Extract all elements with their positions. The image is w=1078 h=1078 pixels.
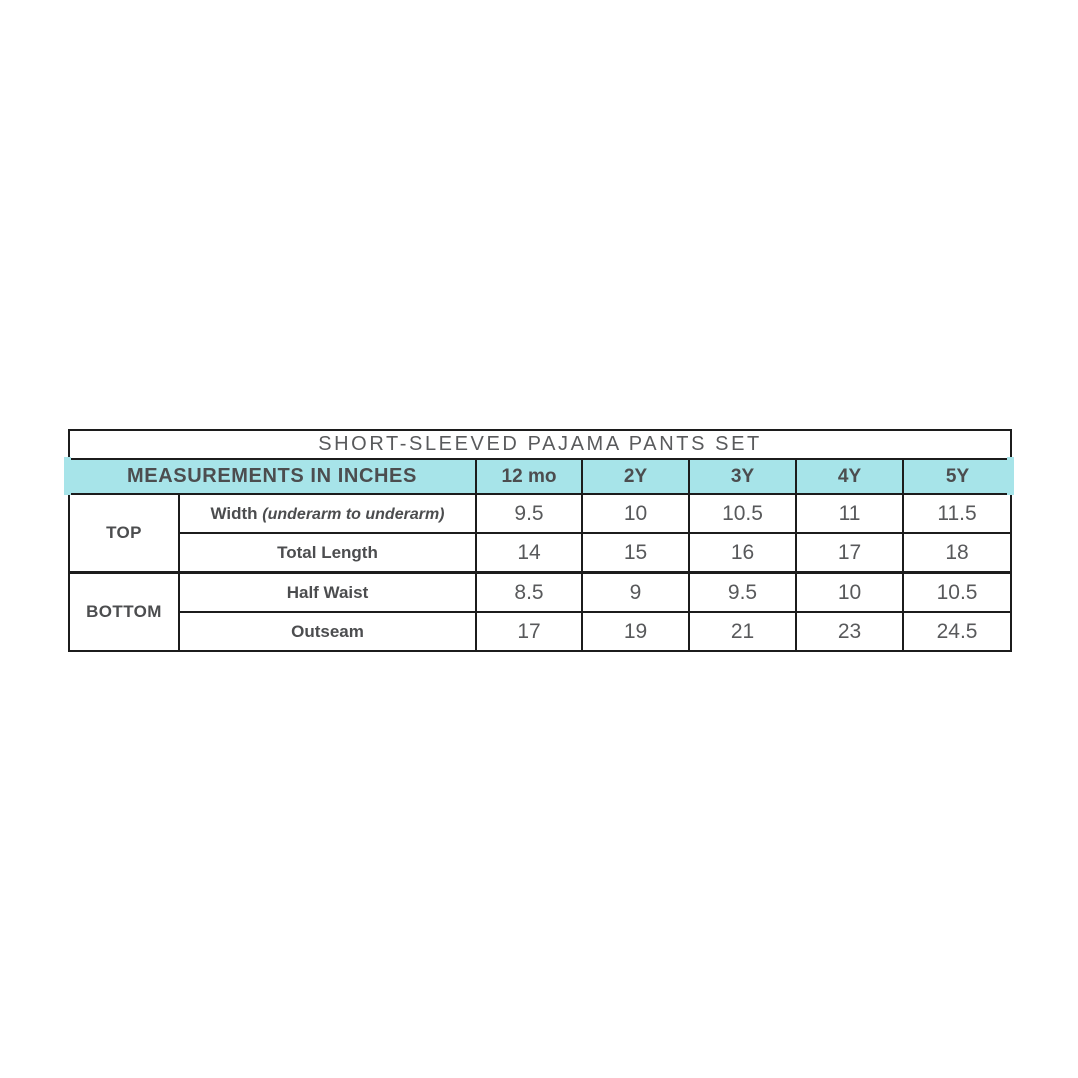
size-column-header-5y: 5Y — [903, 459, 1011, 494]
measurement-value-cell: 10.5 — [903, 573, 1011, 613]
table-row — [69, 573, 1011, 613]
measurement-value-cell: 10 — [796, 573, 903, 613]
measurement-value-cell: 19 — [582, 612, 689, 651]
measurement-value-cell: 11 — [796, 494, 903, 533]
group-label-top: TOP — [69, 494, 179, 573]
row-label-half-waist: Half Waist — [179, 573, 476, 613]
size-chart-table — [68, 429, 1012, 652]
row-label-total-length: Total Length — [179, 533, 476, 573]
measurement-value-cell: 17 — [796, 533, 903, 573]
size-column-header-12mo: 12 mo — [476, 459, 582, 494]
table-row — [69, 494, 1011, 533]
table-row — [69, 612, 1011, 651]
row-label-width-note: (underarm to underarm) — [262, 505, 445, 523]
measurement-value-cell: 11.5 — [903, 494, 1011, 533]
measurement-value-cell: 8.5 — [476, 573, 582, 613]
group-label-bottom: BOTTOM — [69, 573, 179, 652]
row-label-width — [179, 494, 476, 533]
measurement-value-cell: 15 — [582, 533, 689, 573]
measurement-value-cell: 10.5 — [689, 494, 796, 533]
measurement-value-cell: 23 — [796, 612, 903, 651]
measurement-value-cell: 21 — [689, 612, 796, 651]
measurement-value-cell: 9.5 — [689, 573, 796, 613]
size-column-header-2y: 2Y — [582, 459, 689, 494]
measurement-value-cell: 17 — [476, 612, 582, 651]
measurement-value-cell: 10 — [582, 494, 689, 533]
measurement-value-cell: 14 — [476, 533, 582, 573]
measurement-value-cell: 9 — [582, 573, 689, 613]
measurement-value-cell: 24.5 — [903, 612, 1011, 651]
size-column-header-4y: 4Y — [796, 459, 903, 494]
measurement-value-cell: 16 — [689, 533, 796, 573]
size-chart — [68, 429, 1010, 652]
row-label-width-text: Width — [210, 503, 258, 523]
table-row — [69, 430, 1011, 459]
measurement-value-cell: 9.5 — [476, 494, 582, 533]
size-column-header-3y: 3Y — [689, 459, 796, 494]
header-row-overhang-left — [64, 457, 71, 495]
row-label-outseam: Outseam — [179, 612, 476, 651]
table-row — [69, 459, 1011, 494]
table-title: SHORT-SLEEVED PAJAMA PANTS SET — [69, 430, 1011, 459]
table-row — [69, 533, 1011, 573]
measurement-value-cell: 18 — [903, 533, 1011, 573]
header-row-overhang-right — [1007, 457, 1014, 495]
measurements-header-cell: MEASUREMENTS IN INCHES — [69, 459, 476, 494]
